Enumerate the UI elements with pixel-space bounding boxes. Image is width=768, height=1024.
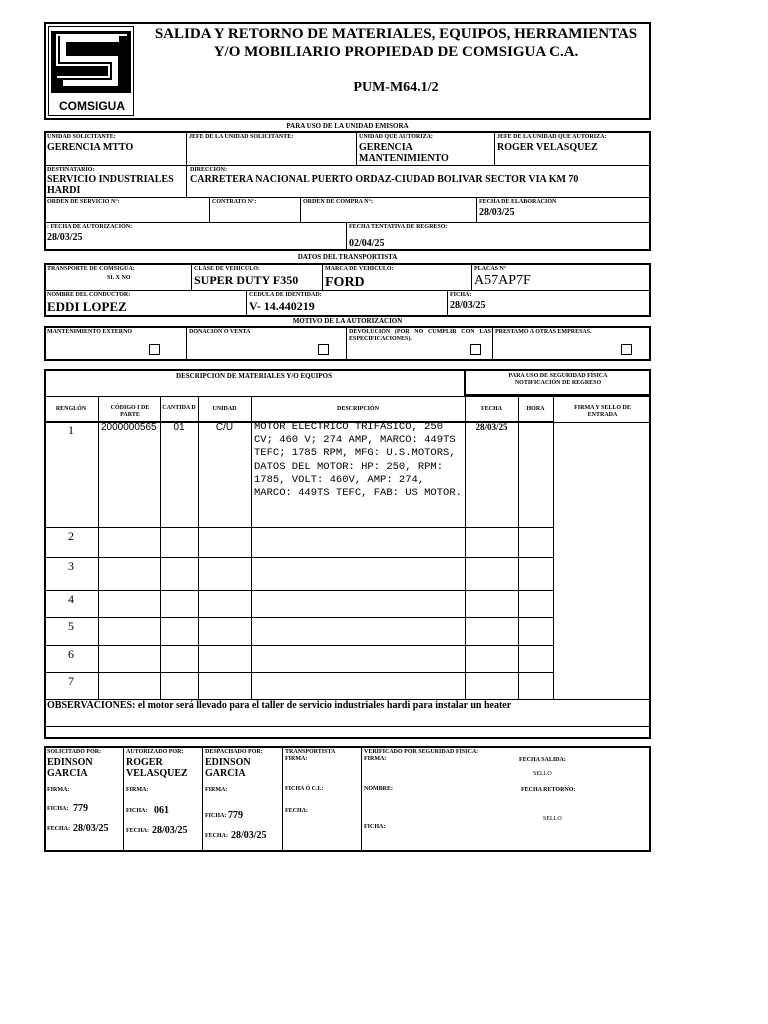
section-transportista: DATOS DEL TRANSPORTISTA [297, 253, 398, 261]
col-cantidad: CANTIDA D [162, 405, 196, 411]
placas: A57AP7F [474, 273, 531, 288]
comsigua-logo-icon [49, 27, 133, 99]
jefe-autoriza: ROGER VELASQUEZ [497, 142, 598, 153]
title-line1: SALIDA Y RETORNO DE MATERIALES, EQUIPOS, HERRAMIENTAS [154, 26, 638, 42]
autorizado-nombre: ROGER VELASQUEZ [126, 757, 188, 779]
despachado-fecha: 28/03/25 [231, 830, 267, 841]
firma-label: FIRMA: [47, 787, 70, 793]
ficha-label: FICHA: [364, 824, 386, 830]
ficha-ci-label: FICHA Ó C.I.: [285, 786, 324, 792]
transportista-label: TRANSPORTISTA [285, 749, 336, 755]
firma-label: FIRMA: [126, 787, 149, 793]
unidad-autoriza: GERENCIA MANTENIMIENTO [359, 142, 449, 164]
clase-label: CLASE DE VEHICULO: [194, 266, 260, 272]
clase-vehiculo: SUPER DUTY F350 [194, 273, 299, 287]
jefe-autoriza-label: JEFE DE LA UNIDAD QUE AUTORIZA: [497, 134, 607, 140]
materiales-title: DESCRIPCION DE MATERIALES Y/O EQUIPOS [176, 372, 332, 380]
fecha-label: FECHA: [205, 833, 228, 839]
cedula-label: CEDULA DE IDENTIDAD: [249, 292, 322, 298]
motivo-devolucion: DEVOLUCIÓN (POR NO CUMPLIR CON LAS ESPECIFICACIONES). [349, 329, 491, 342]
ficha-transportista: 28/03/25 [450, 300, 486, 311]
nombre-label: NOMBRE: [364, 786, 393, 792]
col-unidad: UNIDAD [212, 406, 237, 412]
direccion: CARRETERA NACIONAL PUERTO ORDAZ-CIUDAD BOLIVAR SECTOR VIA KM 70 [190, 174, 579, 185]
col-firma-sello: FIRMA Y SELLO DE ENTRADA [574, 405, 631, 418]
despachado-nombre: EDINSON GARCIA [205, 757, 251, 779]
despachado-ficha: 779 [228, 810, 243, 821]
row-fecha: 28/03/25 [475, 422, 508, 432]
fecha-label: FECHA: [285, 808, 308, 814]
donacion-checkbox[interactable] [318, 344, 329, 355]
fecha-regreso: 02/04/25 [349, 238, 385, 249]
motivo-mantenimiento: MANTENIMIENTO EXTERNO [47, 329, 133, 335]
motivo-prestamo: PRESTAMO A OTRAS EMPRESAS. [495, 329, 592, 335]
sello-retorno: SELLO [543, 816, 562, 822]
col-fecha: FECHA [481, 406, 502, 412]
jefe-solicitante-label: JEFE DE LA UNIDAD SOLICITANTE: [189, 134, 294, 140]
row-number: 5 [68, 619, 74, 633]
title-line2: Y/O MOBILIARIO PROPIEDAD DE COMSIGUA C.A. [213, 44, 579, 60]
section-motivo: MOTIVO DE LA AUTORIZACION [292, 317, 403, 325]
observaciones: OBSERVACIONES: el motor será llevado para el taller de servicio industriales hardi para instalar un heater [47, 700, 512, 711]
unidad-autoriza-label: UNIDAD QUE AUTORIZA: [359, 134, 433, 140]
motivo-donacion: DONACIÓN O VENTA [189, 329, 251, 335]
logo [48, 26, 134, 116]
prestamo-checkbox[interactable] [621, 344, 632, 355]
row-codigo: 2000000565 [101, 422, 157, 433]
fecha-regreso-label: FECHA TENTATIVA DE REGRESO: [349, 224, 448, 230]
fecha-autorizacion: 28/03/25 [47, 232, 83, 243]
ficha-label: FICHA: [450, 292, 472, 298]
row-number: 3 [68, 559, 74, 573]
row-number: 2 [68, 529, 74, 543]
orden-servicio-label: ORDEN DE SERVICIO N°: [47, 199, 120, 205]
unidad-solicitante-label: UNIDAD SOLICITANTE: [47, 134, 116, 140]
verificado-label: VERIFICADO POR SEGURIDAD FÍSICA: [364, 749, 479, 755]
fecha-retorno-label: FECHA RETORNO: [521, 787, 576, 793]
ficha-label: FICHA: [205, 813, 227, 819]
fecha-elaboracion-label: FECHA DE ELABORACIÓN [479, 199, 557, 205]
unidad-solicitante: GERENCIA MTTO [47, 142, 134, 153]
autorizado-fecha: 28/03/25 [152, 825, 188, 836]
col-codigo: CÓDIGO I DE PARTE [110, 405, 150, 418]
security-box-text: PARA USO DE SEGURIDAD FÍSICA NOTIFICACIÓN DE REGRESO [508, 373, 608, 386]
row-number: 7 [68, 674, 74, 688]
firma-label: FIRMA: [285, 756, 308, 762]
firma-label: FIRMA: [205, 787, 228, 793]
row-unidad: C/U [215, 422, 234, 433]
solicitado-fecha: 28/03/25 [73, 823, 109, 834]
devolucion-checkbox[interactable] [470, 344, 481, 355]
section-emisora: PARA USO DE LA UNIDAD EMISORA [286, 122, 409, 130]
solicitado-label: SOLICITADO POR: [47, 749, 102, 755]
col-hora: HORA [526, 406, 545, 412]
fecha-elaboracion: 28/03/25 [479, 207, 515, 218]
fecha-autorizacion-label: : FECHA DE AUTORIZACIÓN: [47, 224, 133, 230]
row-number: 6 [68, 647, 74, 661]
row-number: 4 [68, 592, 74, 606]
conductor: EDDI LOPEZ [47, 299, 127, 314]
direccion-label: DIRECCIÓN: [190, 167, 228, 173]
destinatario: SERVICIO INDUSTRIALES HARDI [47, 174, 174, 196]
ficha-label: FICHA: [47, 806, 69, 812]
form-code: PUM-M64.1/2 [353, 80, 439, 95]
contrato-label: CONTRATO N°: [212, 199, 257, 205]
despachado-label: DESPACHADO POR: [205, 749, 263, 755]
ficha-label: FICHA: [126, 808, 148, 814]
col-renglon: RENGLÓN [55, 406, 87, 412]
solicitado-ficha: 779 [73, 803, 88, 814]
orden-compra-label: ORDEN DE COMPRA N°: [303, 199, 373, 205]
col-descripcion: DESCRIPCIÓN [336, 406, 379, 412]
row-cantidad: 01 [173, 422, 185, 433]
cedula: V- 14.440219 [249, 299, 315, 313]
marca-label: MARCA DE VEHÍCULO: [325, 266, 394, 272]
logo-text: COMSIGUA [59, 99, 125, 113]
si-no: SI. X NO [107, 275, 131, 281]
conductor-label: NOMBRE DEL CONDUCTOR: [47, 292, 131, 298]
placas-label: PLACAS N° [474, 266, 507, 272]
mantenimiento-checkbox[interactable] [149, 344, 160, 355]
row-number: 1 [68, 423, 74, 437]
destinatario-label: DESTINATARIO: [47, 167, 95, 173]
sello-salida: SELLO [533, 771, 552, 777]
solicitado-nombre: EDINSON GARCIA [47, 757, 93, 779]
fecha-label: FECHA: [47, 826, 70, 832]
firma-label: FIRMA: [364, 756, 387, 762]
fecha-label: FECHA: [126, 828, 149, 834]
autorizado-label: AUTORIZADO POR: [126, 749, 184, 755]
fecha-salida-label: FECHA SALIDA: [519, 757, 566, 763]
transporte-label: TRANSPORTE DE COMSIGUA: [47, 266, 135, 272]
autorizado-ficha: 061 [154, 805, 169, 816]
row-descripcion: MOTOR ELECTRICO TRIFÁSICO, 250 CV; 460 V; 274 AMP, MARCO: 449TS TEFC; 1785 RPM, MFG: U.S.MOTORS, DATOS DEL MOTOR: HP: 250, RPM: 1785, VOLT: 460V, AMP: 274, MARCO: 449TS TEFC, FAB: US MOTOR. [254, 421, 462, 500]
marca-vehiculo: FORD [325, 275, 365, 290]
